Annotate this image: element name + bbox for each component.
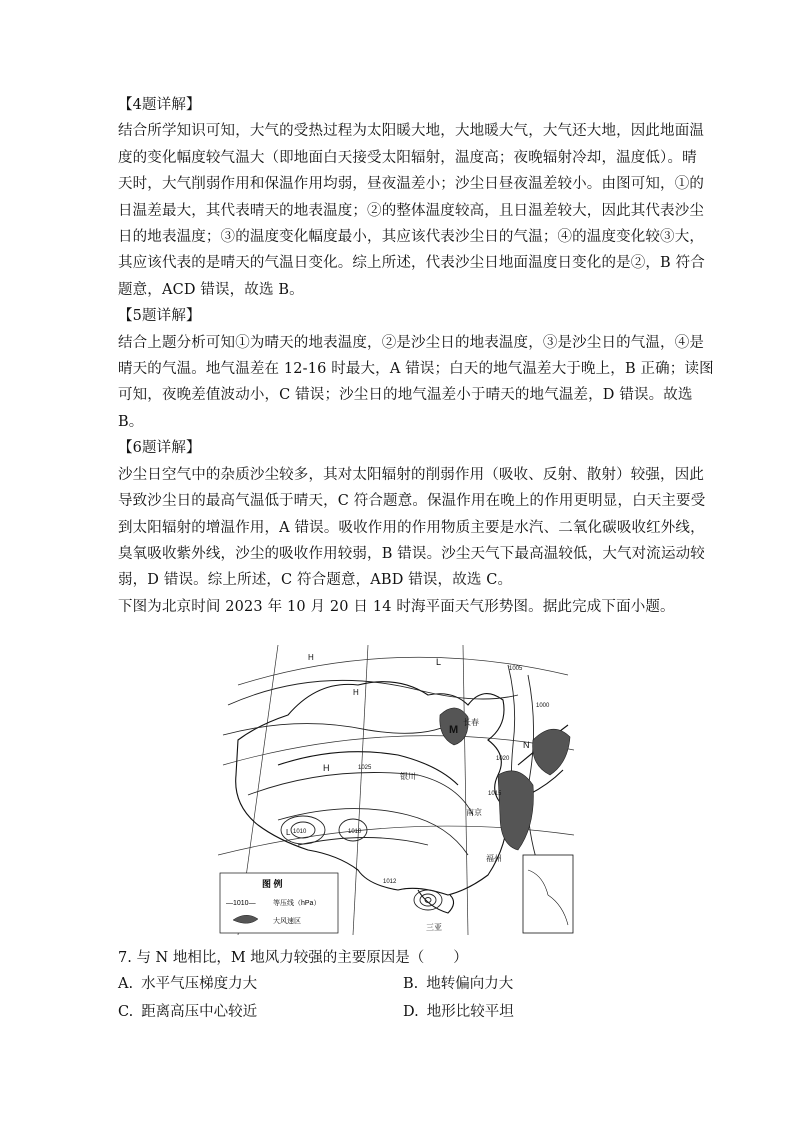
isobar-value: 1010 — [293, 829, 307, 835]
paragraph-line: 导致沙尘日的最高气温低于晴天，C 符合题意。保温作用在晚上的作用更明显，白天主要受 — [118, 493, 706, 510]
section-heading: 【4题详解】 — [118, 97, 201, 113]
section-heading: 【6题详解】 — [118, 440, 201, 457]
pressure-label-l: L — [436, 657, 442, 667]
option-key: A. — [118, 976, 134, 992]
section-heading: 【5题详解】 — [118, 308, 201, 325]
paragraph-line: 题意，ACD 错误，故选 B。 — [118, 281, 304, 298]
section-6 — [118, 435, 706, 593]
paragraph-line: 日温差最大，其代表晴天的地表温度；②的整体温度较高，且日温差较大，因此其代表沙尘 — [118, 202, 704, 219]
paragraph-line: 结合所学知识可知，大气的受热过程为太阳暖大地，大地暖大气，大气还大地，因此地面温 — [118, 123, 704, 140]
paragraph-line: 日的地表温度；③的温度变化幅度最小，其应该代表沙尘日的气温；④的温度变化较③大， — [118, 229, 704, 246]
option-d[interactable] — [403, 1000, 514, 1024]
legend-isobar-label: 等压线（hPa） — [273, 900, 321, 907]
paragraph-line: 臭氧吸收紫外线，沙尘的吸收作用较弱，B 错误。沙尘天气下最高温较低，大气对流运动较 — [118, 545, 705, 562]
weather-map-figure — [218, 645, 574, 935]
paragraph-line: 结合上题分析可知①为晴天的地表温度，②是沙尘日的地表温度，③是沙尘日的气温，④是 — [118, 334, 704, 351]
paragraph-line: 度的变化幅度较气温大（即地面白天接受太阳辐射，温度高；夜晚辐射冷却，温度低）。晴 — [118, 149, 697, 166]
option-c[interactable] — [118, 1000, 257, 1024]
city-label: 长春 — [463, 718, 479, 727]
paragraph-line: 天时，大气削弱作用和保温作用均弱，昼夜温差小；沙尘日昼夜温差较小。由图可知，①的 — [118, 176, 704, 193]
city-label: 福州 — [486, 854, 502, 863]
weather-map — [218, 645, 574, 935]
isobar-value: 1025 — [358, 765, 372, 771]
legend-title: 图 例 — [262, 879, 283, 889]
point-n-label: N — [523, 740, 530, 750]
isobar-value: 1010 — [348, 829, 362, 835]
figure-intro: 下图为北京时间 2023 年 10 月 20 日 14 时海平面天气形势图。据此完成下面小题。 — [118, 598, 675, 615]
option-text: 地形比较平坦 — [426, 1004, 514, 1020]
point-m-label: M — [449, 724, 459, 736]
pressure-label-h: H — [308, 653, 314, 662]
option-text: 地转偏向力大 — [426, 976, 514, 992]
city-label: 三亚 — [426, 923, 442, 932]
paragraph-line: 其应该代表的是晴天的气温日变化。综上所述，代表沙尘日地面温度日变化的是②，B 符合 — [118, 255, 705, 272]
isobar-value: 1000 — [536, 703, 550, 709]
option-key: B. — [403, 976, 419, 992]
option-key: C. — [118, 1004, 134, 1020]
city-label: 银川 — [400, 772, 416, 781]
option-text: 水平气压梯度力大 — [141, 976, 258, 992]
isobar-value: 1015 — [488, 791, 502, 797]
pressure-label-h: H — [353, 688, 359, 697]
question-stem: 7. 与 N 地相比，M 地风力较强的主要原因是（ ） — [118, 950, 468, 966]
legend-wind-label: 大风速区 — [273, 918, 301, 925]
legend-isobar-sample: —1010— — [226, 900, 256, 907]
pressure-label-h: H — [323, 763, 330, 773]
section-4 — [118, 92, 705, 303]
paragraph-line: 到太阳辐射的增温作用，A 错误。吸收作用的作用物质主要是水汽、二氧化碳吸收红外线， — [118, 519, 705, 536]
paragraph-line: 可知，夜晚差值波动小，C 错误；沙尘日的地气温差小于晴天的地气温差，D 错误。故选 — [118, 387, 693, 404]
answer-explanations — [118, 92, 714, 620]
paragraph-line: B。 — [118, 413, 144, 430]
isobar-value: 1012 — [383, 879, 397, 885]
city-label: 南京 — [466, 808, 482, 817]
paragraph-line: 晴天的气温。地气温差在 12-16 时最大，A 错误；白天的地气温差大于晚上，B 正确；读图 — [118, 361, 714, 378]
isobar-value: 1005 — [509, 666, 523, 672]
option-b[interactable] — [403, 972, 513, 996]
option-text: 距离高压中心较近 — [141, 1004, 258, 1020]
paragraph-line: 弱，D 错误。综上所述，C 符合题意，ABD 错误，故选 C。 — [118, 572, 513, 589]
isobar-value: 1020 — [496, 756, 510, 762]
option-a[interactable] — [118, 972, 257, 996]
option-key: D. — [403, 1004, 419, 1020]
pressure-label-l: L — [286, 828, 291, 837]
map-legend — [220, 873, 338, 933]
paragraph-line: 沙尘日空气中的杂质沙尘较多，其对太阳辐射的削弱作用（吸收、反射、散射）较强，因此 — [118, 466, 704, 483]
section-5 — [118, 303, 714, 435]
